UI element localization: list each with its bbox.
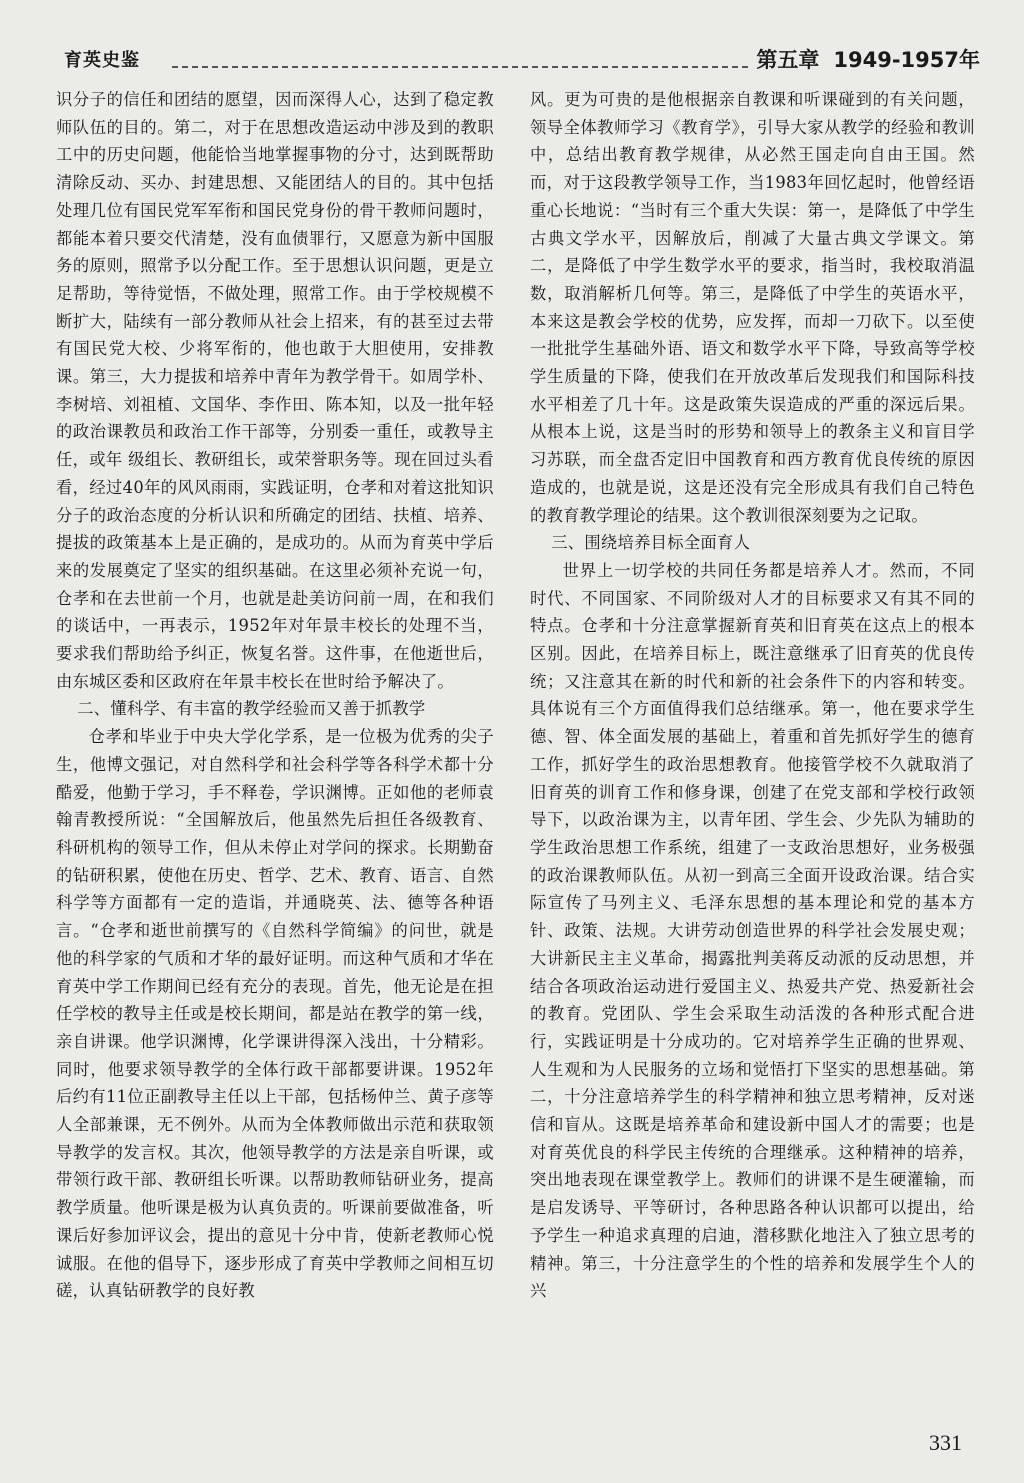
paragraph: 仓孝和毕业于中央大学化学系，是一位极为优秀的尖子生，他博文强记，对自然科学和社会科学等各科学术都十分酷爱，他勤于学习，手不释卷，学识渊博。正如他的老师袁翰青教授所说：“全国解放后，他虽然先后担任各级教育、科研机构的领导工作，但从未停止对学问的探求。长期勤奋的钻研积累，使他在历史、哲学、艺术、教育、语言、自然科学等方面都有一定的造诣，并通晓英、法、德等各种语言。“仓孝和逝世前撰写的《自然科学简编》的问世，就是他的科学家的气质和才华的最好证明。而这种气质和才华在育英中学工作期间已经有充分的表现。首先，他无论是在担任学校的教导主任或是校长期间，都是站在教学的第一线，亲自讲课。他学识渊博，化学课讲得深入浅出，十分精彩。同时，他要求领导教学的全体行政干部都要讲课。1952年后约有11位正副教导主任以上干部，包括杨仲兰、黄子彦等人全部兼课，无不例外。从而为全体教师做出示范和获取领导教学的发言权。其次，他领导教学的方法是亲自听课，或带领行政干部、教研组长听课。以帮助教师钻研业务，提高教学质量。他听课是极为认真负责的。听课前要做准备，听课后好参加评议会，提出的意见十分中肯，使新老教师心悦诚服。在他的倡导下，逐步形成了育英中学教师之间相互切磋，认真钻研教学的良好教 [56,727,494,1301]
paragraph: 风。更为可贵的是他根据亲自教课和听课碰到的有关问题，领导全体教师学习《教育学》，引导大家从教学的经验和教训中，总结出教育教学规律，从必然王国走向自由王国。然而，对于这段教学领导工作，当1983年回忆起时，他曾经语重心长地说：“当时有三个重大失误：第一，是降低了中学生古典文学水平，因解放后，削减了大量古典文学课文。第二，是降低了中学生数学水平的要求，指当时，我校取消温数，取消解析几何等。第三，是降低了中学生的英语水平，本来这是教会学校的优势，应发挥，而却一刀砍下。以至使一批批学生基础外语、语文和数学水平下降，导致高等学校学生质量的下降，使我们在开放改革后发现我们和国际科技水平相差了几十年。这是政策失误造成的严重的深远后果。从根本上说，这是当时的形势和领导上的教条主义和盲目学习苏联，而全盘否定旧中国教育和西方教育优良传统的原因造成的，也就是说，这是还没有完全形成具有我们自己特色的教育教学理论的结果。这个教训很深刻要为之记取。 [530,90,975,525]
section-heading: 三、围绕培养目标全面育人 [551,533,751,553]
header-divider [172,66,748,68]
left-column [56,86,494,1305]
page-number: 331 [929,1430,962,1455]
section-heading: 二、懂科学、有丰富的教学经验而又善于抓教学 [77,699,426,719]
book-title: 育英史鉴 [64,50,140,71]
paragraph: 世界上一切学校的共同任务都是培养人才。然而，不同时代、不同国家、不同阶级对人才的目标要求又有其不同的特点。仓孝和十分注意掌握新育英和旧育英在这点上的根本区别。因此，在培养目标上，既注意继承了旧育英的优良传统；又注意其在新的时代和新的社会条件下的内容和转变。具体说有三个方面值得我们总结继承。第一，他在要求学生德、智、体全面发展的基础上，着重和首先抓好学生的德育工作，抓好学生的政治思想教育。他接管学校不久就取消了旧育英的训育工作和修身课，创建了在党支部和学校行政领导下，以政治课为主，以青年团、学生会、少先队为辅助的学生政治思想工作系统，组建了一支政治思想好，业务极强的政治课教师队伍。从初一到高三全面开设政治课。结合实际宣传了马列主义、毛泽东思想的基本理论和党的基本方针、政策、法规。大讲劳动创造世界的科学社会发展史观；大讲新民主主义革命，揭露批判美蒋反动派的反动思想，并结合各项政治运动进行爱国主义、热爱共产党、热爱新社会的教育。党团队、学生会采取生动活泼的各种形式配合进行，实践证明是十分成功的。它对培养学生正确的世界观、人生观和为人民服务的立场和觉悟打下坚实的思想基础。第二，十分注意培养学生的科学精神和独立思考精神，反对迷信和盲从。这既是培养革命和建设新中国人才的需要；也是对育英优良的科学民主传统的合理继承。这种精神的培养，突出地表现在课堂教学上。教师们的讲课不是生硬灌输，而是启发诱导、平等研讨，各种思路各种认识都可以提出，给予学生一种追求真理的启迪，潜移默化地注入了独立思考的精神。第三，十分注意学生的个性的培养和发展学生个人的兴 [530,560,975,1301]
chapter-years: 1949-1957年 [833,48,980,72]
chapter-label: 第五章 [756,48,820,72]
page-header [64,44,980,74]
chapter-heading [756,44,980,74]
paragraph: 识分子的信任和团结的愿望，因而深得人心，达到了稳定教师队伍的目的。第二，对于在思想改造运动中涉及到的教职工中的历史问题，他能恰当地掌握事物的分寸，达到既帮助清除反动、买办、封建思想、又能团结人的目的。其中包括处理几位有国民党军军衔和国民党身份的骨干教师问题时，都能本着只要交代清楚，没有血债罪行，又愿意为新中国服务的原则，照常予以分配工作。至于思想认识问题，更是立足帮助，等待觉悟，不做处理，照常工作。由于学校规模不断扩大，陆续有一部分教师从社会上招来，有的甚至过去带有国民党大校、少将军衔的，他也敢于大胆使用，安排教课。第三，大力提拔和培养中青年为教学骨干。如周学朴、李树培、刘祖植、文国华、李作田、陈本知，以及一批年轻的政治课教员和政治工作干部等，分别委一重任，或教导主任，或年 级组长、教研组长，或荣誉职务等。现在回过头看看，经过40年的风风雨雨，实践证明，仓孝和对着这批知识分子的政治态度的分析认识和所确定的团结、扶植、培养、提拔的政策基本上是正确的，是成功的。从而为育英中学后来的发展奠定了坚实的组织基础。在这里必须补充说一句，仓孝和在去世前一个月，也就是赴美访问前一周，在和我们的谈话中，一再表示，1952年对年景丰校长的处理不当，要求我们帮助给予纠正，恢复名誉。这件事，在他逝世后，由东城区委和区政府在年景丰校长在世时给予解决了。 [56,90,494,691]
right-column [530,86,975,1305]
